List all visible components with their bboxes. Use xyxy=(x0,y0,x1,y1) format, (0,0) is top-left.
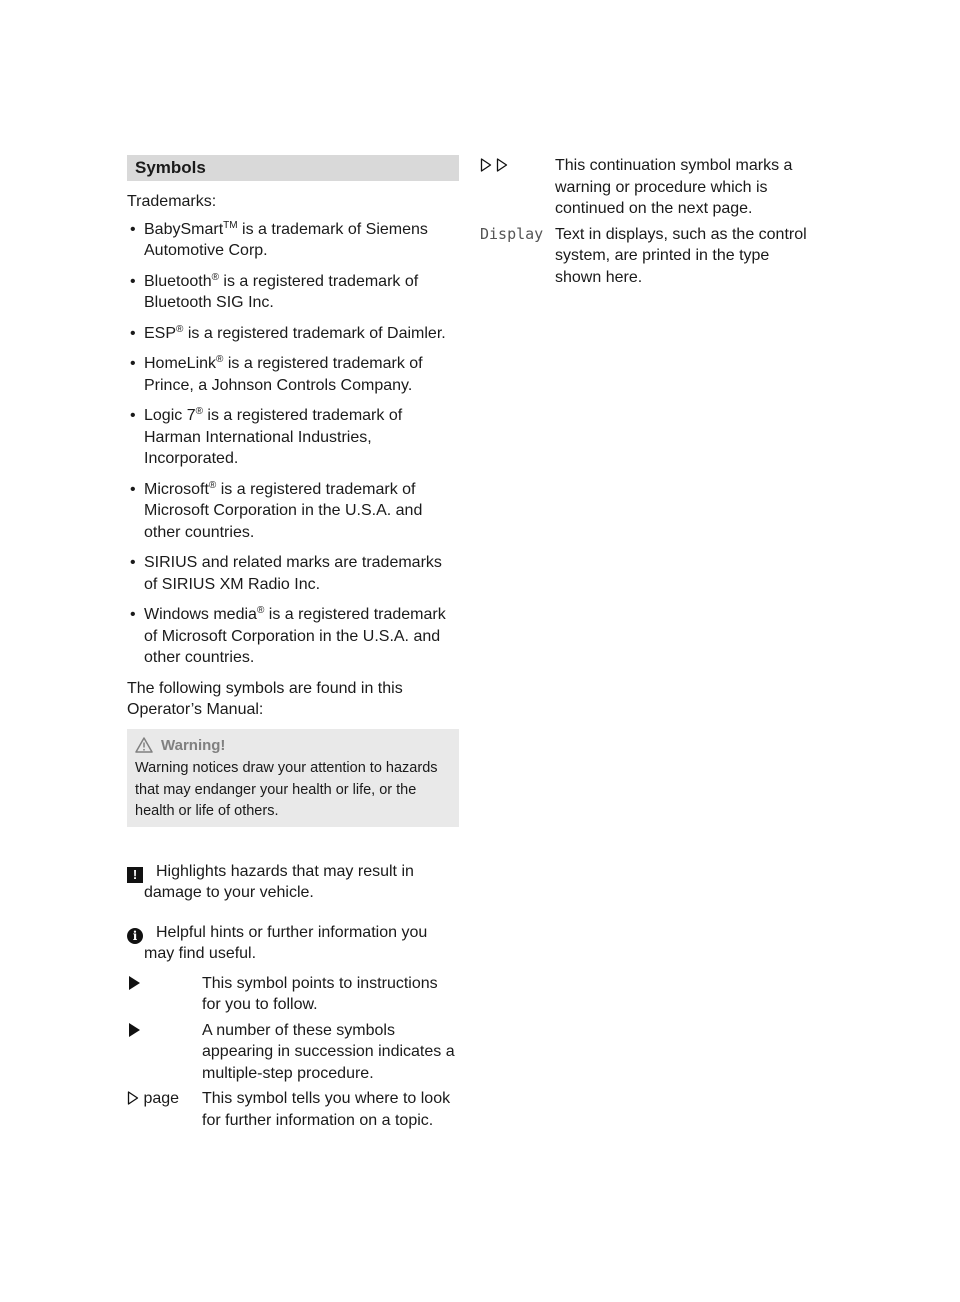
warning-text: Warning notices draw your attention to hazards that may endanger your health or life, or the health or life of others. xyxy=(135,760,438,819)
bullet-icon: • xyxy=(130,554,136,571)
exclamation-box-icon: ! xyxy=(127,867,143,883)
list-item: • ESP® is a registered trademark of Daimler. xyxy=(127,323,459,345)
warning-title: Warning! xyxy=(135,735,451,757)
bullet-icon: • xyxy=(130,355,136,372)
list-item: • Logic 7® is a registered trademark of Harman International Industries, Incorporated. xyxy=(130,406,403,467)
info-circle-icon: i xyxy=(127,928,143,944)
left-column xyxy=(127,155,459,1135)
list-item: • Windows media® is a registered trademark of Microsoft Corporation in the U.S.A. and other countries. xyxy=(130,605,446,666)
symbol-row-multistep: A number of these symbols appearing in succession indicates a multiple-step procedure. xyxy=(127,1020,459,1085)
list-item: • Bluetooth® is a registered trademark of Bluetooth SIG Inc. xyxy=(130,271,419,311)
trademarks-label: Trademarks: xyxy=(127,193,217,210)
bullet-icon: • xyxy=(130,272,136,290)
list-item: • SIRIUS and related marks are trademarks of SIRIUS XM Radio Inc. xyxy=(130,554,442,593)
list-item: • HomeLink® is a registered trademark of Prince, a Johnson Controls Company. xyxy=(130,354,423,394)
symbol-row-page-ref: page This symbol tells you where to look for further information on a topic. xyxy=(127,1088,459,1131)
double-outline-arrow-icon xyxy=(480,158,512,172)
solid-arrow-right-icon xyxy=(129,1023,140,1037)
warning-box xyxy=(127,729,459,827)
bullet-icon: • xyxy=(130,220,136,238)
right-column xyxy=(480,155,820,292)
symbols-intro: The following symbols are found in this Operator’s Manual: xyxy=(127,679,403,718)
symbol-row-display: Display Text in displays, such as the control system, are printed in the type shown here. xyxy=(480,224,820,289)
bullet-icon: • xyxy=(130,324,136,342)
hazard-note: ! Highlights hazards that may result in damage to your vehicle. xyxy=(127,861,459,904)
info-note: i Helpful hints or further information you may find useful. xyxy=(127,922,459,965)
symbol-row-continuation: This continuation symbol marks a warning or procedure which is continued on the next page. xyxy=(480,155,820,220)
warning-triangle-icon xyxy=(135,737,153,753)
bullet-icon: • xyxy=(130,480,136,498)
outline-arrow-right-icon xyxy=(127,1091,139,1105)
section-heading: Symbols xyxy=(127,155,459,181)
list-item: • BabySmart™ is a trademark of Siemens Automotive Corp. xyxy=(130,219,428,259)
symbol-row-instruction: This symbol points to instructions for you to follow. xyxy=(127,973,459,1016)
trademark-list xyxy=(127,219,459,669)
bullet-icon: • xyxy=(130,407,136,424)
solid-arrow-right-icon xyxy=(129,976,140,990)
display-type-sample: Display xyxy=(480,224,544,243)
list-item: • Microsoft® is a registered trademark of Microsoft Corporation in the U.S.A. and other countries. xyxy=(130,479,423,541)
bullet-icon: • xyxy=(130,606,136,623)
